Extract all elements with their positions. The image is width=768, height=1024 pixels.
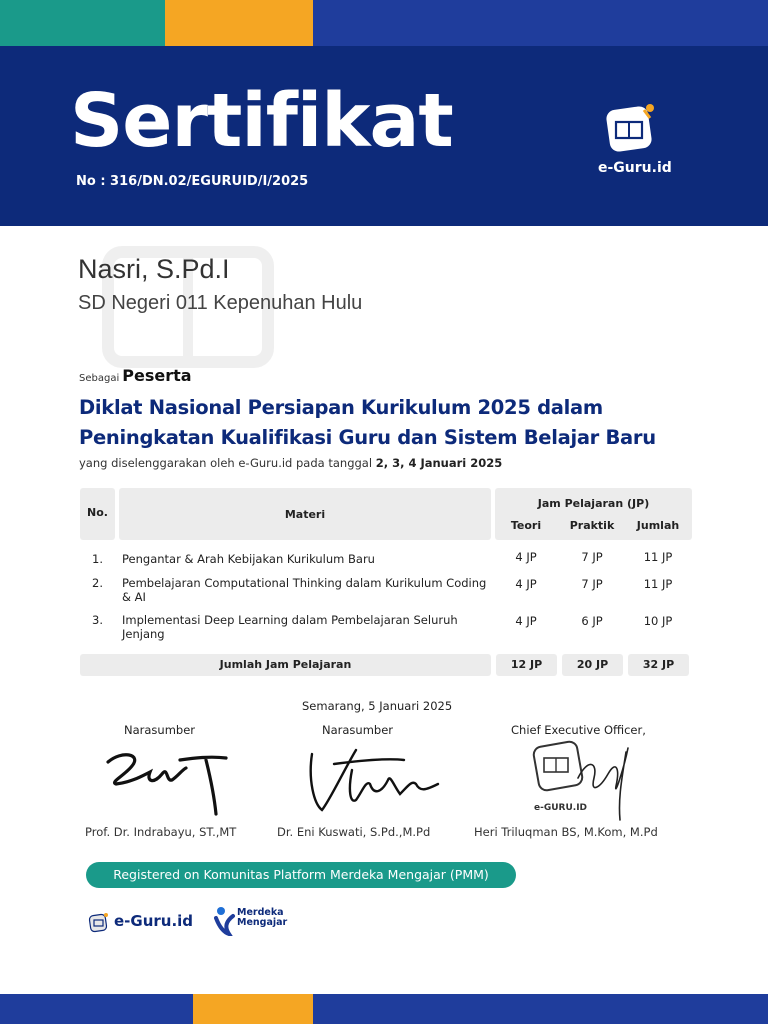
merdeka-mengajar-logo-icon xyxy=(213,906,237,936)
table-row-2-praktik: 7 JP xyxy=(581,577,603,591)
mm-line1: Merdeka xyxy=(237,907,284,918)
table-row-2-materi: Pembelajaran Computational Thinking dalam Kurikulum Coding & AI xyxy=(122,576,487,604)
bottom-stripe-blue xyxy=(0,994,193,1024)
signer-3-role: Chief Executive Officer, xyxy=(511,723,646,737)
table-row-1-teori: 4 JP xyxy=(515,550,537,564)
table-row-3-teori: 4 JP xyxy=(515,614,537,628)
total-teori: 12 JP xyxy=(510,658,543,671)
bottom-stripe-navy xyxy=(313,994,768,1024)
table-row-2-teori: 4 JP xyxy=(515,577,537,591)
eguru-logo-icon xyxy=(604,100,662,158)
table-row-3-materi: Implementasi Deep Learning dalam Pembelajaran Seluruh Jenjang xyxy=(122,613,458,641)
signature-1-icon xyxy=(102,742,232,818)
table-row-1-praktik: 7 JP xyxy=(581,550,603,564)
merdeka-mengajar-logo-text xyxy=(237,908,287,928)
signer-1-name: Prof. Dr. Indrabayu, ST.,MT xyxy=(85,825,237,839)
certificate-number: No : 316/DN.02/EGURUID/I/2025 xyxy=(76,174,309,189)
table-header-jp-cell xyxy=(495,488,692,540)
course-dates: 2, 3, 4 Januari 2025 xyxy=(375,456,503,470)
eguru-logo-text: e-Guru.id xyxy=(598,160,672,176)
top-stripe-teal xyxy=(0,0,165,46)
table-row-1-jumlah: 11 JP xyxy=(643,550,673,564)
eguru-footer-logo-icon xyxy=(88,911,110,933)
table-row-1-materi: Pengantar & Arah Kebijakan Kurikulum Baru xyxy=(122,552,375,566)
table-header-praktik: Praktik xyxy=(569,519,615,532)
table-row-3-jumlah: 10 JP xyxy=(643,614,673,628)
pmm-registration-badge: Registered on Komunitas Platform Merdeka Mengajar (PMM) xyxy=(86,862,516,888)
course-title: Diklat Nasional Persiapan Kurikulum 2025 dalam Peningkatan Kualifikasi Guru dan Sistem Belajar Baru xyxy=(79,396,656,449)
organizer-text: yang diselenggarakan oleh e-Guru.id pada tanggal xyxy=(79,456,373,470)
total-label: Jumlah Jam Pelajaran xyxy=(219,658,352,671)
table-header-jp: Jam Pelajaran (JP) xyxy=(537,497,650,510)
recipient-school: SD Negeri 011 Kepenuhan Hulu xyxy=(78,292,363,314)
eguru-footer-logo-text: e-Guru.id xyxy=(114,912,194,930)
role-value: Peserta xyxy=(122,366,192,385)
recipient-name: Nasri, S.Pd.I xyxy=(78,254,230,284)
table-row-3-no: 3. xyxy=(92,613,103,627)
certificate-header xyxy=(0,46,768,226)
stamp-text: e-GURU.ID xyxy=(534,803,588,813)
role-line xyxy=(79,366,192,385)
signer-1-role: Narasumber xyxy=(124,723,196,737)
certificate-title: Sertifikat xyxy=(70,78,453,164)
table-header-jumlah: Jumlah xyxy=(636,519,680,532)
company-stamp-icon xyxy=(528,738,638,826)
signature-2-icon xyxy=(304,740,444,820)
top-stripe-orange xyxy=(165,0,313,46)
table-header-teori: Teori xyxy=(510,519,542,532)
total-praktik: 20 JP xyxy=(576,658,609,671)
table-row-1-no: 1. xyxy=(92,552,103,566)
signer-3-name: Heri Triluqman BS, M.Kom, M.Pd xyxy=(474,825,658,839)
table-header-no: No. xyxy=(87,506,108,519)
total-jumlah: 32 JP xyxy=(642,658,675,671)
table-row-3-praktik: 6 JP xyxy=(581,614,603,628)
signer-2-role: Narasumber xyxy=(322,723,394,737)
signer-2-name: Dr. Eni Kuswati, S.Pd.,M.Pd xyxy=(277,825,431,839)
bottom-stripe-orange xyxy=(193,994,313,1024)
mm-line2: Mengajar xyxy=(237,917,288,928)
role-prefix: Sebagai xyxy=(79,373,120,384)
organizer-line xyxy=(79,456,502,470)
top-stripe-blue xyxy=(313,0,768,46)
table-row-2-jumlah: 11 JP xyxy=(643,577,673,591)
sign-place-date: Semarang, 5 Januari 2025 xyxy=(302,699,453,713)
table-row-2-no: 2. xyxy=(92,576,103,590)
table-header-materi: Materi xyxy=(284,508,326,521)
